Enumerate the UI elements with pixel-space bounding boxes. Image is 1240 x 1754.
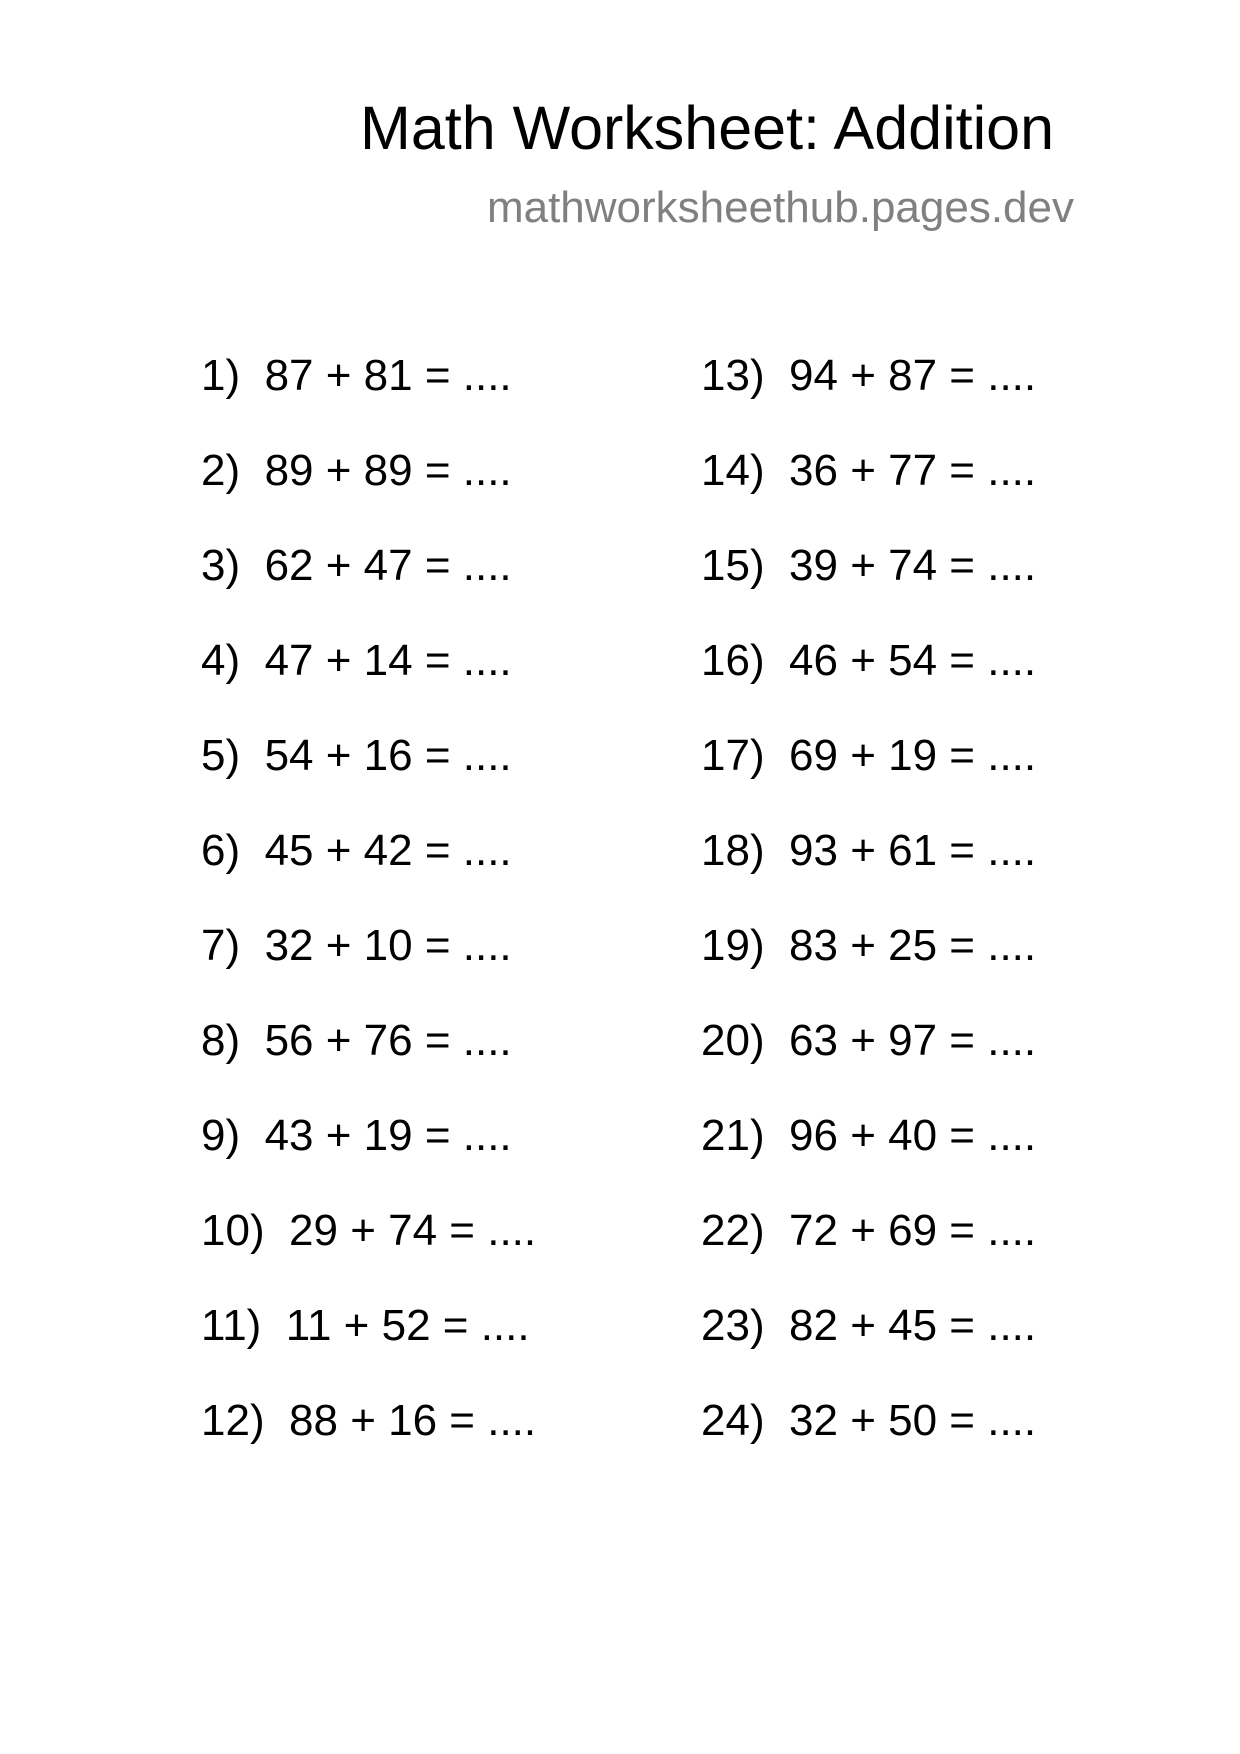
problem-number: 6) xyxy=(201,826,241,875)
problem-item xyxy=(201,731,536,829)
problem-item xyxy=(701,541,1037,639)
problem-number: 2) xyxy=(201,446,241,495)
problem-expression: 82 + 45 = .... xyxy=(789,1301,1037,1350)
problem-number: 24) xyxy=(701,1396,765,1445)
problem-column-left xyxy=(201,351,537,1494)
problem-number: 12) xyxy=(201,1396,265,1445)
problem-item xyxy=(201,1111,536,1209)
problem-expression: 96 + 40 = .... xyxy=(789,1111,1037,1160)
problem-number: 15) xyxy=(701,541,765,590)
problem-expression: 94 + 87 = .... xyxy=(789,351,1037,400)
problem-item xyxy=(201,1396,537,1494)
problem-expression: 39 + 74 = .... xyxy=(789,541,1037,590)
problem-number: 10) xyxy=(201,1206,265,1255)
problem-item xyxy=(201,1301,536,1399)
problem-number: 7) xyxy=(201,921,241,970)
problem-expression: 72 + 69 = .... xyxy=(789,1206,1037,1255)
page-title: Math Worksheet: Addition xyxy=(360,94,1054,162)
problem-expression: 43 + 19 = .... xyxy=(264,1111,512,1160)
problem-expression: 56 + 76 = .... xyxy=(264,1016,512,1065)
problem-item xyxy=(701,446,1037,544)
problem-number: 22) xyxy=(701,1206,765,1255)
problem-expression: 46 + 54 = .... xyxy=(789,636,1037,685)
problem-expression: 47 + 14 = .... xyxy=(264,636,512,685)
problem-item xyxy=(701,731,1037,829)
problem-item xyxy=(201,826,536,924)
problem-expression: 29 + 74 = .... xyxy=(289,1206,537,1255)
problem-item xyxy=(701,1016,1037,1114)
problem-number: 17) xyxy=(701,731,765,780)
problem-expression: 69 + 19 = .... xyxy=(789,731,1037,780)
problem-number: 20) xyxy=(701,1016,765,1065)
problem-expression: 88 + 16 = .... xyxy=(289,1396,537,1445)
problem-number: 21) xyxy=(701,1111,765,1160)
problem-column-right xyxy=(701,351,1037,1494)
problem-expression: 32 + 50 = .... xyxy=(789,1396,1037,1445)
problem-item xyxy=(701,636,1037,734)
problem-expression: 63 + 97 = .... xyxy=(789,1016,1037,1065)
problem-item xyxy=(701,1301,1037,1399)
problem-number: 1) xyxy=(201,351,241,400)
problem-expression: 45 + 42 = .... xyxy=(264,826,512,875)
problem-item xyxy=(201,541,536,639)
problem-item xyxy=(201,921,536,1019)
problem-number: 4) xyxy=(201,636,241,685)
problem-item xyxy=(701,826,1037,924)
problem-item xyxy=(701,1206,1037,1304)
problem-item xyxy=(701,351,1037,449)
problem-number: 23) xyxy=(701,1301,765,1350)
problem-item xyxy=(201,351,536,449)
problem-expression: 83 + 25 = .... xyxy=(789,921,1037,970)
problem-item xyxy=(201,446,536,544)
problem-expression: 54 + 16 = .... xyxy=(264,731,512,780)
problem-expression: 87 + 81 = .... xyxy=(264,351,512,400)
problem-expression: 93 + 61 = .... xyxy=(789,826,1037,875)
page-subtitle: mathworksheethub.pages.dev xyxy=(486,183,1074,232)
problem-expression: 62 + 47 = .... xyxy=(264,541,512,590)
problem-item xyxy=(701,1396,1037,1494)
problem-number: 13) xyxy=(701,351,765,400)
problem-item xyxy=(701,921,1037,1019)
problem-number: 5) xyxy=(201,731,241,780)
problem-number: 9) xyxy=(201,1111,241,1160)
problem-number: 16) xyxy=(701,636,765,685)
problem-expression: 32 + 10 = .... xyxy=(264,921,512,970)
problem-number: 18) xyxy=(701,826,765,875)
problem-item xyxy=(701,1111,1037,1209)
problem-number: 3) xyxy=(201,541,241,590)
problem-item xyxy=(201,636,536,734)
problem-item xyxy=(201,1206,537,1304)
problem-number: 11) xyxy=(201,1301,262,1350)
problem-expression: 36 + 77 = .... xyxy=(789,446,1037,495)
problem-number: 14) xyxy=(701,446,765,495)
problem-number: 19) xyxy=(701,921,765,970)
problem-expression: 11 + 52 = .... xyxy=(285,1301,530,1350)
problem-item xyxy=(201,1016,536,1114)
problem-expression: 89 + 89 = .... xyxy=(264,446,512,495)
problem-number: 8) xyxy=(201,1016,241,1065)
